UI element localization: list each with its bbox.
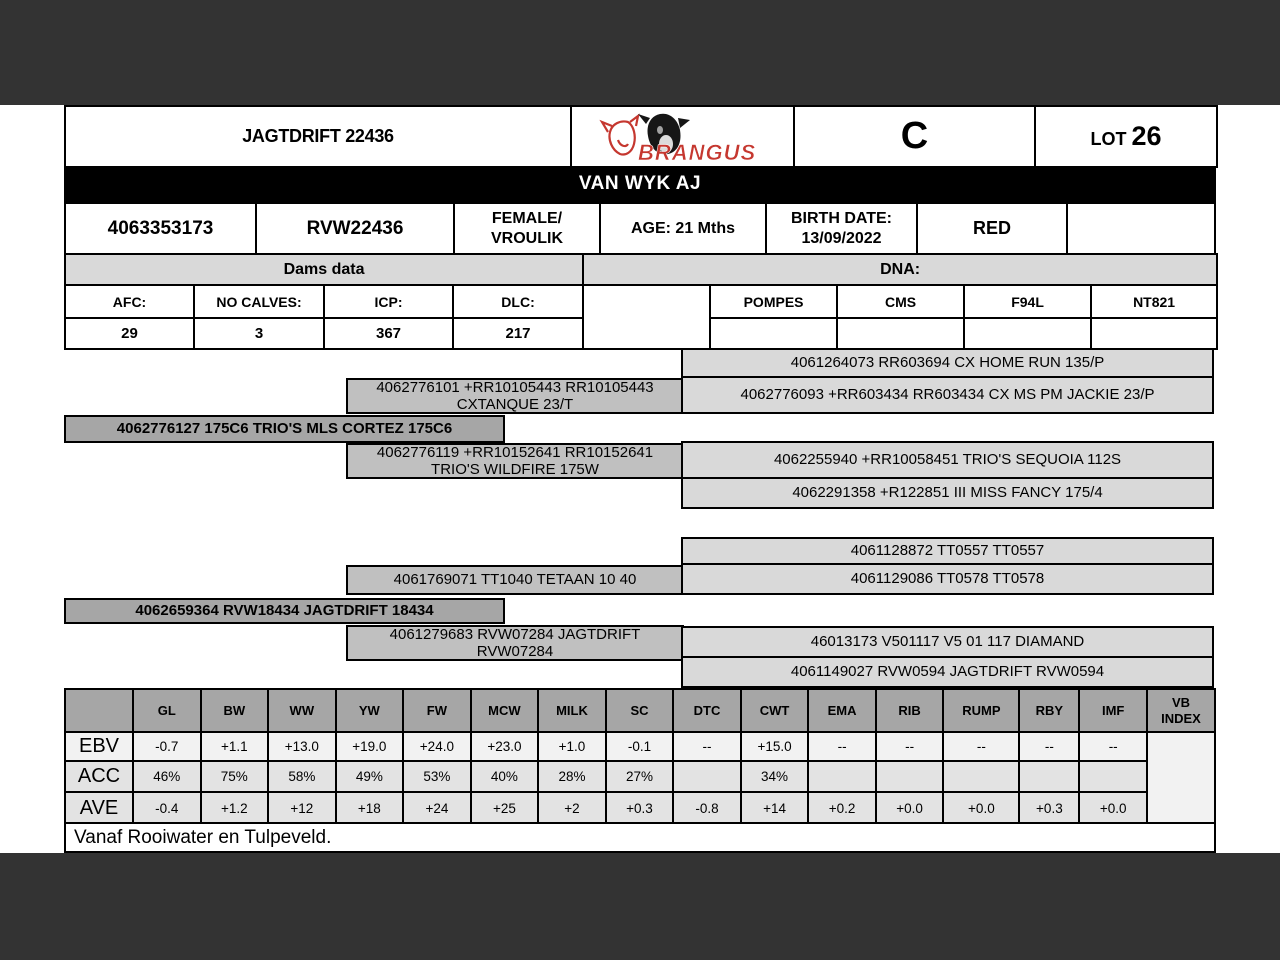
icp-value: 367 (324, 318, 453, 349)
ebv-header-rump: RUMP (943, 689, 1019, 732)
pedigree-sire-dam (346, 443, 684, 479)
ebv-header-yw: YW (336, 689, 404, 732)
lot-number: 26 (1131, 121, 1162, 151)
bottom-dark-band (0, 853, 1280, 960)
breeder-name: VAN WYK AJ (578, 173, 702, 194)
ebv-header-gl: GL (133, 689, 201, 732)
dna-title: DNA: (583, 254, 1217, 285)
pedigree-sire-dam-dam: 4062291358 +R122851 III MISS FANCY 175/4 (681, 477, 1214, 509)
pedigree-sire: 4062776127 175C6 TRIO'S MLS CORTEZ 175C6 (64, 415, 505, 443)
pedigree-line: TRIO'S WILDFIRE 175W (431, 461, 599, 478)
dna-col-f94l: F94L (964, 285, 1091, 318)
acc-mcw: 40% (471, 761, 539, 792)
brangus-logo (574, 107, 791, 166)
ave-cwt: +14 (741, 792, 809, 825)
ave-yw: +18 (336, 792, 404, 825)
birth-date-value: 13/09/2022 (801, 229, 882, 247)
ebv-yw: +19.0 (336, 732, 404, 761)
ebv-table (64, 688, 1216, 826)
herd-id: RVW22436 (256, 203, 454, 254)
colour-cell: RED (917, 203, 1067, 254)
dlc-label: DLC: (453, 285, 583, 318)
ave-bw: +1.2 (201, 792, 269, 825)
ave-ww: +12 (268, 792, 336, 825)
dna-col-pompes: POMPES (710, 285, 837, 318)
ebv-rby: -- (1019, 732, 1079, 761)
sex-line2: VROULIK (491, 229, 563, 247)
ebv-cwt: +15.0 (741, 732, 809, 761)
acc-milk: 28% (538, 761, 606, 792)
pedigree-line: 4062776119 +RR10152641 RR10152641 (376, 443, 654, 461)
acc-imf (1079, 761, 1147, 792)
acc-ema (808, 761, 876, 792)
registration-number: 4063353173 (65, 203, 256, 254)
acc-rump (943, 761, 1019, 792)
pedigree-line: 4062776101 +RR10105443 RR10105443 (376, 378, 654, 396)
dna-value-pompes (710, 318, 837, 349)
acc-gl: 46% (133, 761, 201, 792)
ave-dtc: -0.8 (673, 792, 741, 825)
acc-row-label: ACC (65, 761, 133, 792)
acc-dtc (673, 761, 741, 792)
birth-date-label: BIRTH DATE: (790, 209, 893, 227)
dlc-value: 217 (453, 318, 583, 349)
acc-cwt: 34% (741, 761, 809, 792)
pedigree-dam-grandsire: 4061128872 TT0557 TT0557 (681, 537, 1214, 565)
age-cell: AGE: 21 Mths (600, 203, 766, 254)
vb-index-line2: INDEX (1161, 710, 1201, 726)
ebv-header-fw: FW (403, 689, 471, 732)
vb-index-line1: VB (1171, 694, 1191, 710)
pedigree-line: RVW07284 (476, 643, 554, 660)
acc-rby (1019, 761, 1079, 792)
ebv-fw: +24.0 (403, 732, 471, 761)
section-letter: C (794, 106, 1035, 167)
ave-sc: +0.3 (606, 792, 674, 825)
lot-cell (1035, 106, 1217, 167)
dna-value-f94l (964, 318, 1091, 349)
sex-line1: FEMALE/ (491, 209, 563, 227)
dams-dna-block (64, 253, 1218, 350)
ebv-mcw: +23.0 (471, 732, 539, 761)
acc-yw: 49% (336, 761, 404, 792)
ave-ema: +0.2 (808, 792, 876, 825)
vb-index-value-cell (1147, 732, 1215, 825)
brangus-wordmark: BRANGUS (637, 139, 756, 164)
pedigree-dam-dam (346, 625, 684, 661)
ebv-milk: +1.0 (538, 732, 606, 761)
animal-title: JAGTDRIFT 22436 (65, 106, 571, 167)
pedigree-sire-grandsire: 4061264073 RR603694 CX HOME RUN 135/P (681, 348, 1214, 378)
ebv-header-milk: MILK (538, 689, 606, 732)
acc-bw: 75% (201, 761, 269, 792)
ebv-row-label: EBV (65, 732, 133, 761)
ave-rib: +0.0 (876, 792, 944, 825)
ave-mcw: +25 (471, 792, 539, 825)
pedigree-dam-dam-dam: 4061149027 RVW0594 JAGTDRIFT RVW0594 (681, 656, 1214, 688)
ebv-corner-cell (65, 689, 133, 732)
ebv-header-rby: RBY (1019, 689, 1079, 732)
ave-rump: +0.0 (943, 792, 1019, 825)
ebv-sc: -0.1 (606, 732, 674, 761)
acc-sc: 27% (606, 761, 674, 792)
pedigree-line: 4061279683 RVW07284 JAGTDRIFT (389, 625, 641, 643)
pedigree-dam: 4062659364 RVW18434 JAGTDRIFT 18434 (64, 598, 505, 624)
ebv-header-dtc: DTC (673, 689, 741, 732)
breeder-name-bar (64, 166, 1216, 202)
dna-col-cms: CMS (837, 285, 964, 318)
pedigree-sire-sire (346, 378, 684, 414)
sex-cell (454, 203, 600, 254)
ebv-header-ww: WW (268, 689, 336, 732)
ave-row-label: AVE (65, 792, 133, 825)
afc-label: AFC: (65, 285, 194, 318)
ave-imf: +0.0 (1079, 792, 1147, 825)
dna-value-nt821 (1091, 318, 1217, 349)
acc-rib (876, 761, 944, 792)
ebv-header-sc: SC (606, 689, 674, 732)
footer-note (64, 822, 1216, 853)
empty-cell (1067, 203, 1215, 254)
no-calves-label: NO CALVES: (194, 285, 324, 318)
pedigree-line: 4061769071 TT1040 TETAAN 10 40 (393, 571, 637, 589)
pedigree-dam-granddam: 4061129086 TT0578 TT0578 (681, 563, 1214, 595)
ebv-rump: -- (943, 732, 1019, 761)
pedigree-line: CXTANQUE 23/T (456, 396, 574, 413)
ebv-ww: +13.0 (268, 732, 336, 761)
catalog-page (64, 105, 1216, 853)
ebv-header-imf: IMF (1079, 689, 1147, 732)
dams-data-title: Dams data (65, 254, 583, 285)
pedigree-dam-dam-sire: 46013173 V501117 V5 01 117 DIAMAND (681, 626, 1214, 658)
top-dark-band (0, 0, 1280, 105)
ebv-header-bw: BW (201, 689, 269, 732)
ebv-header-vb-index (1147, 689, 1215, 732)
ebv-header-mcw: MCW (471, 689, 539, 732)
brangus-logo-cell (571, 106, 794, 167)
dna-col-nt821: NT821 (1091, 285, 1217, 318)
lot-label: LOT (1090, 129, 1132, 149)
ebv-bw: +1.1 (201, 732, 269, 761)
pedigree-sire-granddam: 4062776093 +RR603434 RR603434 CX MS PM JACKIE 23/P (681, 376, 1214, 414)
pedigree-dam-sire (346, 565, 684, 595)
icp-label: ICP: (324, 285, 453, 318)
dna-value-cms (837, 318, 964, 349)
ave-milk: +2 (538, 792, 606, 825)
afc-value: 29 (65, 318, 194, 349)
ave-gl: -0.4 (133, 792, 201, 825)
acc-fw: 53% (403, 761, 471, 792)
ebv-imf: -- (1079, 732, 1147, 761)
birth-date-cell (766, 203, 917, 254)
ebv-rib: -- (876, 732, 944, 761)
ebv-header-rib: RIB (876, 689, 944, 732)
ebv-dtc: -- (673, 732, 741, 761)
ebv-header-cwt: CWT (741, 689, 809, 732)
ebv-gl: -0.7 (133, 732, 201, 761)
header-row (64, 105, 1218, 168)
animal-id-row (64, 202, 1216, 255)
ebv-ema: -- (808, 732, 876, 761)
ebv-header-ema: EMA (808, 689, 876, 732)
dna-spacer-cell (583, 285, 710, 349)
ave-rby: +0.3 (1019, 792, 1079, 825)
no-calves-value: 3 (194, 318, 324, 349)
ave-fw: +24 (403, 792, 471, 825)
pedigree-sire-dam-sire: 4062255940 +RR10058451 TRIO'S SEQUOIA 112S (681, 441, 1214, 479)
acc-ww: 58% (268, 761, 336, 792)
cow-heads-icon (594, 110, 772, 164)
footer-note-text: Vanaf Rooiwater en Tulpeveld. (74, 826, 332, 848)
